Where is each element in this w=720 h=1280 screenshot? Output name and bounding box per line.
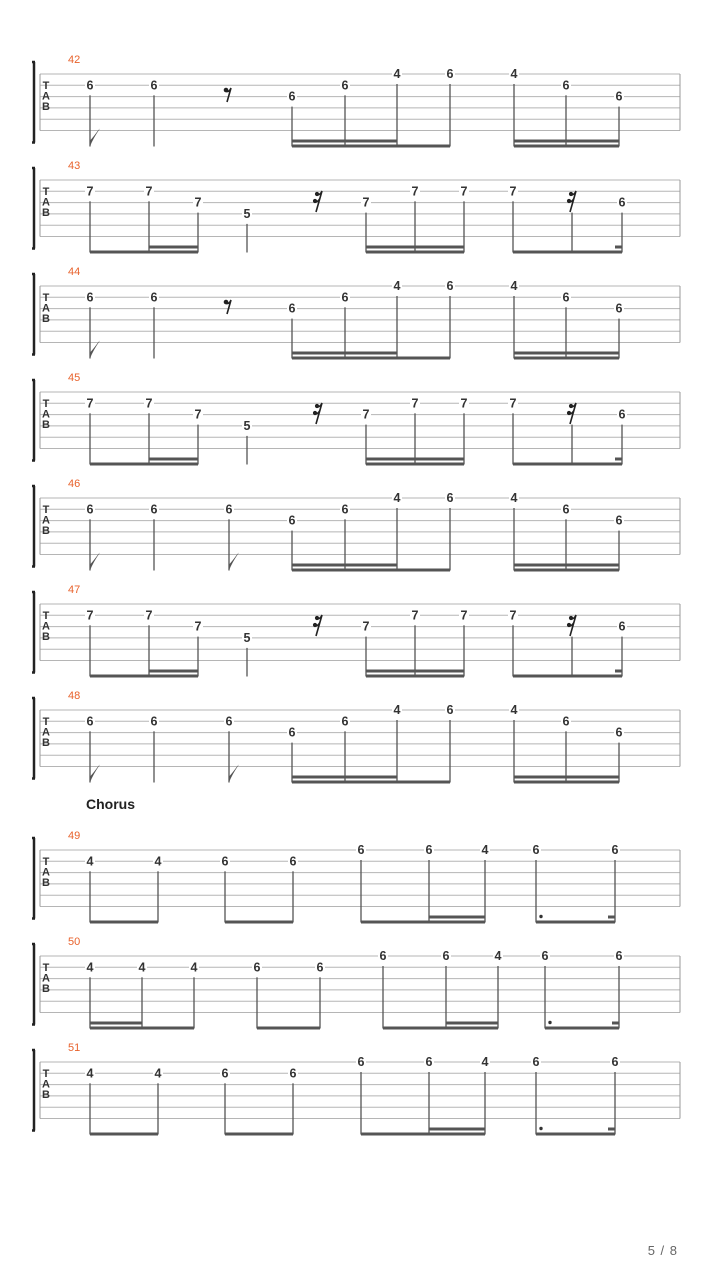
fret-number: 7 [362,195,370,210]
tab-clef-letter: A [42,302,50,315]
sixteenth-rest [313,615,322,636]
fret-number: 4 [138,960,146,975]
fret-number: 7 [194,407,202,422]
beam-group [514,84,619,148]
fret-number: 7 [86,396,94,411]
fret-number: 5 [243,418,251,433]
fret-number: 6 [221,854,229,869]
tab-clef-letter: T [42,610,50,622]
beam-group [383,966,498,1030]
fret-number: 6 [562,290,570,305]
beam-group [90,977,194,1029]
beam-group [545,966,619,1030]
beam-group [514,296,619,360]
fret-number: 7 [460,184,468,199]
fret-number: 6 [615,89,623,104]
fret-number: 6 [442,949,450,963]
fret-number: 6 [446,491,454,505]
measure-number: 48 [68,690,81,702]
fret-number: 6 [618,195,626,210]
beam-group [90,413,198,465]
beam-group [90,201,198,253]
fret-number: 7 [86,184,94,199]
fret-number: 7 [194,619,202,634]
fret-number: 7 [194,195,202,210]
tab-clef-letter: B [42,101,50,113]
fret-number: 7 [145,608,153,623]
measure-number: 47 [68,584,81,596]
tab-clef-letter: T [42,962,50,974]
page-number: 5 / 8 [647,1243,678,1258]
fret-number: 6 [341,78,349,93]
fret-number: 6 [289,1066,297,1081]
beam-group [90,1083,158,1135]
tab-clef-letter: B [42,983,50,995]
measure-number: 51 [68,1042,81,1054]
fret-number: 4 [393,703,401,717]
fret-number: 6 [150,502,158,517]
sixteenth-rest [567,403,576,424]
sixteenth-rest [313,403,322,424]
fret-number: 5 [243,630,251,645]
fret-number: 6 [446,279,454,293]
fret-number: 4 [86,854,94,869]
beam-group [361,1072,485,1136]
fret-number: 7 [145,396,153,411]
fret-number: 6 [615,949,623,963]
tab-clef-letter: B [42,737,50,749]
beam-group [225,871,293,923]
tab-clef-letter: A [42,514,50,527]
flagged-stem [229,519,239,570]
tab-clef-letter: B [42,1089,50,1101]
beam-group [513,201,622,253]
fret-number: 6 [615,513,623,528]
tab-clef-letter: B [42,419,50,431]
fret-number: 6 [611,843,619,857]
fret-number: 6 [618,619,626,634]
beam-group [292,296,450,360]
beam-group [292,720,450,784]
system-bracket [32,274,35,355]
beam-group [514,508,619,572]
fret-number: 7 [86,608,94,623]
beam-group [513,625,622,677]
tab-clef-letter: A [42,726,50,739]
tab-clef-letter: A [42,196,50,209]
fret-number: 4 [190,960,198,975]
fret-number: 6 [562,78,570,93]
fret-number: 6 [379,949,387,963]
tab-clef-letter: B [42,631,50,643]
fret-number: 6 [425,1055,433,1069]
fret-number: 6 [562,502,570,517]
fret-number: 6 [532,1055,540,1069]
tab-clef-letter: T [42,1068,50,1080]
eighth-rest [224,300,231,314]
tab-system [32,478,680,572]
tab-clef-letter: T [42,398,50,410]
fret-number: 6 [86,502,94,517]
fret-number: 6 [611,1055,619,1069]
fret-number: 4 [510,279,518,293]
fret-number: 6 [150,290,158,305]
fret-number: 7 [509,184,517,199]
fret-number: 4 [510,703,518,717]
tab-clef-letter: T [42,716,50,728]
fret-number: 6 [341,502,349,517]
fret-number: 4 [86,960,94,975]
tab-clef-letter: A [42,866,50,879]
beam-group [292,508,450,572]
tab-system [32,266,680,360]
flagged-stem [90,95,100,146]
fret-number: 6 [288,725,296,740]
fret-number: 6 [615,725,623,740]
system-bracket [32,592,35,673]
fret-number: 7 [362,407,370,422]
fret-number: 6 [221,1066,229,1081]
fret-number: 4 [154,1066,162,1081]
fret-number: 6 [541,949,549,963]
fret-number: 6 [316,960,324,975]
fret-number: 6 [289,854,297,869]
fret-number: 6 [86,78,94,93]
fret-number: 6 [532,843,540,857]
fret-number: 6 [253,960,261,975]
tab-system [32,830,680,924]
fret-number: 6 [357,1055,365,1069]
system-bracket [32,1050,35,1131]
tab-clef-letter: A [42,90,50,103]
tab-system [32,584,680,678]
measure-number: 45 [68,372,81,384]
tab-clef-letter: T [42,856,50,868]
fret-number: 6 [446,703,454,717]
measure-number: 50 [68,936,81,948]
tab-system [32,936,680,1030]
sixteenth-rest [567,615,576,636]
fret-number: 4 [481,843,489,857]
sixteenth-rest [313,191,322,212]
tab-system [32,1042,680,1136]
fret-number: 6 [225,714,233,729]
tab-clef-letter: B [42,207,50,219]
system-bracket [32,838,35,919]
section-label-chorus: Chorus [86,796,135,812]
fret-number: 4 [481,1055,489,1069]
fret-number: 4 [510,67,518,81]
fret-number: 6 [562,714,570,729]
fret-number: 6 [225,502,233,517]
fret-number: 6 [288,89,296,104]
fret-number: 5 [243,206,251,221]
fret-number: 6 [150,714,158,729]
tab-clef-letter: A [42,620,50,633]
system-bracket [32,698,35,779]
beam-group [513,413,622,465]
fret-number: 6 [341,290,349,305]
beam-group [292,84,450,148]
beam-group [225,1083,293,1135]
tab-clef-letter: B [42,877,50,889]
beam-group [366,201,464,253]
tab-clef-letter: B [42,313,50,325]
measure-number: 46 [68,478,81,490]
beam-group [90,871,158,923]
fret-number: 7 [460,608,468,623]
fret-number: 4 [510,491,518,505]
fret-number: 6 [288,513,296,528]
beam-group [361,860,485,924]
fret-number: 7 [411,396,419,411]
fret-number: 4 [86,1066,94,1081]
fret-number: 6 [288,301,296,316]
measure-number: 49 [68,830,81,842]
tab-system [32,54,680,148]
tab-clef-letter: A [42,1078,50,1091]
fret-number: 4 [393,279,401,293]
tab-clef-letter: A [42,408,50,421]
fret-number: 6 [341,714,349,729]
tab-clef-letter: T [42,504,50,516]
fret-number: 6 [150,78,158,93]
fret-number: 4 [393,67,401,81]
fret-number: 7 [509,396,517,411]
fret-number: 6 [615,301,623,316]
eighth-rest [224,88,231,102]
sixteenth-rest [567,191,576,212]
tab-clef-letter: T [42,186,50,198]
beam-group [366,413,464,465]
fret-number: 4 [154,854,162,869]
flagged-stem [90,519,100,570]
fret-number: 7 [362,619,370,634]
fret-number: 6 [357,843,365,857]
fret-number: 6 [86,714,94,729]
tab-system [32,372,680,466]
measure-number: 42 [68,54,81,66]
fret-number: 4 [393,491,401,505]
system-bracket [32,944,35,1025]
tab-system [32,690,680,784]
measure-number: 43 [68,160,81,172]
flagged-stem [90,307,100,358]
system-bracket [32,380,35,461]
tab-clef-letter: T [42,292,50,304]
fret-number: 7 [411,184,419,199]
flagged-stem [229,731,239,782]
fret-number: 4 [494,949,502,963]
tab-clef-letter: B [42,525,50,537]
beam-group [536,1072,615,1136]
fret-number: 7 [145,184,153,199]
beam-group [90,625,198,677]
fret-number: 7 [411,608,419,623]
tab-clef-letter: A [42,972,50,985]
fret-number: 6 [425,843,433,857]
beam-group [536,860,615,924]
fret-number: 7 [509,608,517,623]
fret-number: 6 [618,407,626,422]
system-bracket [32,168,35,249]
fret-number: 6 [446,67,454,81]
beam-group [366,625,464,677]
system-bracket [32,486,35,567]
fret-number: 6 [86,290,94,305]
flagged-stem [90,731,100,782]
system-bracket [32,62,35,143]
beam-group [257,977,320,1029]
beam-group [514,720,619,784]
tab-clef-letter: T [42,80,50,92]
measure-number: 44 [68,266,81,278]
fret-number: 7 [460,396,468,411]
tab-system [32,160,680,254]
